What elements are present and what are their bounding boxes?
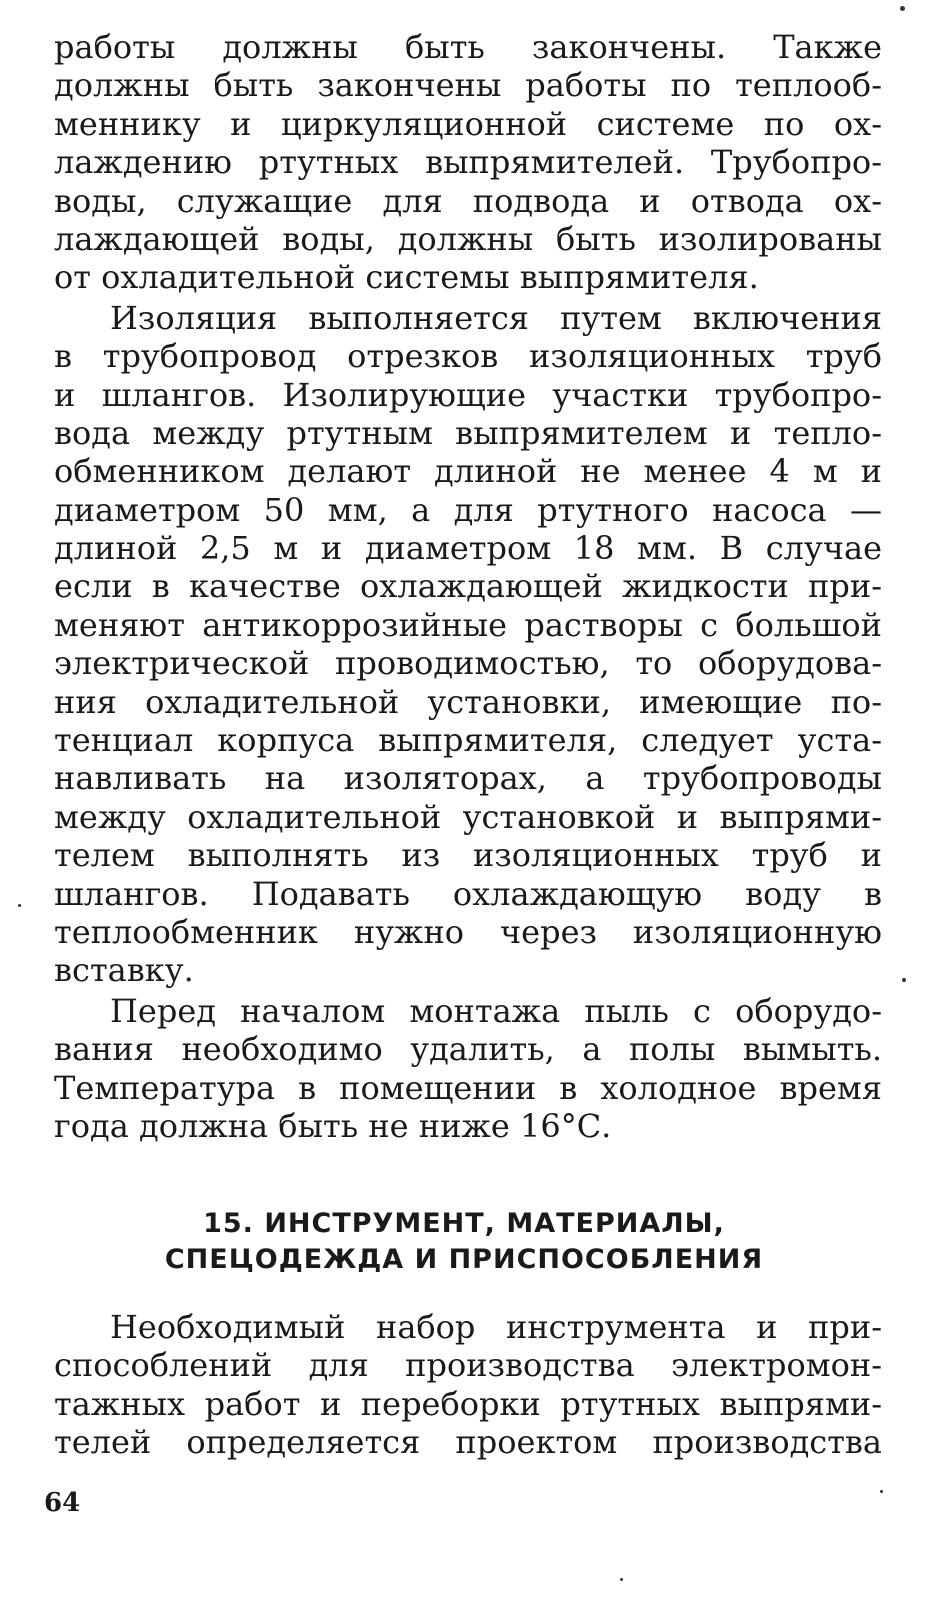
section-heading-line-2: СПЕЦОДЕЖДА И ПРИСПОСОБЛЕНИЯ — [164, 1244, 764, 1275]
text-line: электрической проводимостью, то оборудова- — [54, 644, 882, 683]
paragraph-3 — [54, 992, 882, 1146]
text-line: вания необходимо удалить, а полы вымыть. — [54, 1030, 882, 1069]
text-line: лаждению ртутных выпрямителей. Трубопро- — [54, 143, 882, 182]
text-line: между охладительной установкой и выпрями- — [54, 797, 882, 836]
text-line: года должна быть не ниже 16°С. — [54, 1106, 612, 1145]
text-line: и шлангов. Изолирующие участки трубопро- — [54, 375, 882, 414]
paragraph-2 — [54, 299, 882, 990]
text-line: работы должны быть закончены. Также — [54, 28, 882, 66]
text-line: Температура в помещении в холодное время — [54, 1068, 882, 1107]
scan-speck — [902, 978, 906, 982]
text-line: тенциал корпуса выпрямителя, следует уста- — [54, 721, 882, 760]
text-line: навливать на изоляторах, а трубопроводы — [54, 759, 882, 798]
text-line: длиной 2,5 м и диаметром 18 мм. В случае — [54, 529, 882, 568]
text-line: обменником делают длиной не менее 4 м и — [54, 452, 882, 491]
text-line: меняют антикоррозийные растворы с большой — [54, 605, 882, 644]
scan-speck — [18, 904, 21, 907]
body-text-top — [54, 28, 882, 1145]
text-line: от охладительной системы выпрямителя. — [54, 258, 759, 297]
page-number: 64 — [44, 1488, 81, 1518]
text-line: вода между ртутным выпрямителем и тепло- — [54, 413, 882, 452]
section-heading-line-1: 15. ИНСТРУМЕНТ, МАТЕРИАЛЫ, — [203, 1208, 725, 1239]
text-line: способлений для производства электромон- — [54, 1346, 882, 1385]
text-line: теплообменник нужно через изоляционную — [54, 912, 882, 951]
scan-speck — [880, 1490, 883, 1493]
text-line: меннику и циркуляционной системе по ох- — [54, 104, 882, 143]
text-line: воды, служащие для подвода и отвода ох- — [54, 181, 882, 220]
text-line: в трубопровод отрезков изоляционных труб — [54, 337, 882, 376]
section-paragraph — [54, 1308, 882, 1462]
text-line: Перед началом монтажа пыль с оборудо- — [110, 991, 882, 1030]
paragraph-1 — [54, 28, 882, 297]
text-line: если в качестве охлаждающей жидкости при- — [54, 567, 882, 606]
scan-speck — [900, 6, 905, 11]
section-heading — [0, 1206, 928, 1278]
text-line: вставку. — [54, 951, 194, 990]
text-line: Необходимый набор инструмента и при- — [110, 1308, 882, 1346]
scan-speck — [620, 1578, 623, 1581]
text-line: ния охладительной установки, имеющие по- — [54, 682, 882, 721]
text-line: лаждающей воды, должны быть изолированы — [54, 219, 882, 258]
text-line: телей определяется проектом производства — [54, 1423, 882, 1462]
text-line: Изоляция выполняется путем включения — [110, 298, 882, 337]
text-line: тажных работ и переборки ртутных выпрями- — [54, 1384, 882, 1423]
text-line: телем выполнять из изоляционных труб и — [54, 836, 882, 875]
text-line: шлангов. Подавать охлаждающую воду в — [54, 874, 882, 913]
text-line: диаметром 50 мм, а для ртутного насоса — — [54, 490, 882, 529]
text-line: должны быть закончены работы по теплооб- — [54, 66, 882, 105]
